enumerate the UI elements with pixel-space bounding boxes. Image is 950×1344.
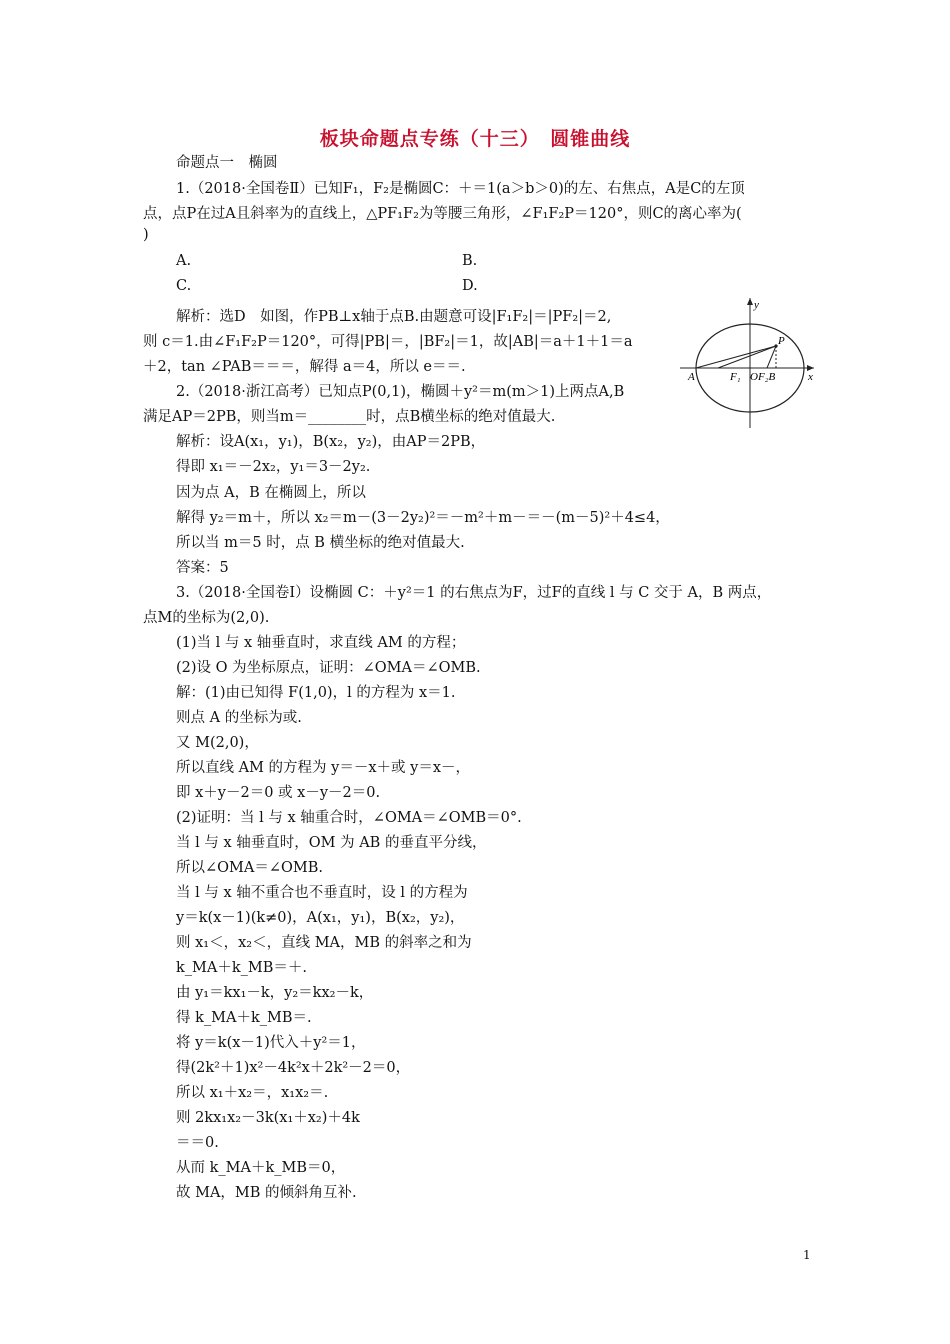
text-line: C. (176, 278, 192, 294)
text-line: y＝k(x－1)(k≠0)，A(x₁，y₁)，B(x₂，y₂)， (176, 910, 465, 926)
option-label: B. (462, 253, 478, 269)
text-line: 所以∠OMA＝∠OMB. (176, 860, 324, 876)
text-line: 则 c＝1.由∠F₁F₂P＝120°，可得|PB|＝，|BF₂|＝1，故|AB|＝a＋1＋1＝a (143, 334, 633, 350)
text-line: 所以 x₁＋x₂＝，x₁x₂＝. (176, 1085, 329, 1101)
text-line: 则 x₁＜，x₂＜，直线 MA，MB 的斜率之和为 (176, 935, 472, 951)
text-line: ＝＝0. (176, 1135, 219, 1151)
option-label: D. (462, 278, 478, 294)
text-line: 所以当 m＝5 时，点 B 横坐标的绝对值最大. (176, 535, 465, 551)
text-line: 3.（2018·全国卷Ⅰ）设椭圆 C：＋y²＝1 的右焦点为F，过F的直线 l 与 C 交于 A，B 两点， (176, 585, 772, 601)
text-line: 点，点P在过A且斜率为的直线上，△PF₁F₂为等腰三角形，∠F₁F₂P＝120°，则C的离心率为( (143, 206, 742, 222)
text-line: 1.（2018·全国卷Ⅱ）已知F₁，F₂是椭圆C：＋＝1(a＞b＞0)的左、右焦点，A是C的左顶 (176, 181, 745, 197)
text-line: 则点 A 的坐标为或. (176, 710, 302, 726)
text-line: (1)当 l 与 x 轴垂直时，求直线 AM 的方程； (176, 635, 466, 651)
text-line: 解析：选D 如图，作PB⊥x轴于点B.由题意可设|F₁F₂|＝|PF₂|＝2, (176, 309, 612, 325)
axis-label-y: y (754, 299, 759, 311)
text-line: (2)设 O 为坐标原点，证明：∠OMA＝∠OMB. (176, 660, 481, 676)
point-label-p: P (778, 335, 785, 347)
text-line: 从而 k_MA＋k_MB＝0， (176, 1160, 346, 1176)
point-label-of2b: OF₂B (750, 371, 776, 383)
text-line: 当 l 与 x 轴垂直时，OM 为 AB 的垂直平分线， (176, 835, 487, 851)
text-line: 解：(1)由已知得 F(1,0)，l 的方程为 x＝1. (176, 685, 456, 701)
text-line: A. (176, 253, 192, 269)
text-line: 则 2kx₁x₂－3k(x₁＋x₂)＋4k (176, 1110, 360, 1126)
text-line: ) (143, 227, 149, 243)
text-line: 满足AP＝2PB，则当m＝________时，点B横坐标的绝对值最大. (143, 409, 556, 425)
text-line: 因为点 A，B 在椭圆上，所以 (176, 485, 366, 501)
text-line: 得(2k²＋1)x²－4k²x＋2k²－2＝0， (176, 1060, 411, 1076)
text-line: 将 y＝k(x－1)代入＋y²＝1， (176, 1035, 366, 1051)
text-line: ＋2，tan ∠PAB＝＝＝，解得 a＝4，所以 e＝＝. (143, 359, 466, 375)
text-line: 即 x＋y－2＝0 或 x－y－2＝0. (176, 785, 381, 801)
text-line: 解析：设A(x₁，y₁)，B(x₂，y₂)，由AP＝2PB， (176, 434, 486, 450)
page-title: 板块命题点专练（十三） 圆锥曲线 (319, 128, 631, 150)
text-line: 当 l 与 x 轴不重合也不垂直时，设 l 的方程为 (176, 885, 468, 901)
section-heading: 命题点一 椭圆 (176, 155, 278, 171)
text-line: 得即 x₁＝－2x₂，y₁＝3－2y₂. (176, 459, 371, 475)
text-line: 答案：5 (176, 560, 229, 576)
ellipse-figure (680, 296, 820, 430)
point-label-a: A (688, 371, 695, 383)
text-line: 由 y₁＝kx₁－k，y₂＝kx₂－k， (176, 985, 374, 1001)
text-line: (2)证明：当 l 与 x 轴重合时，∠OMA＝∠OMB＝0°. (176, 810, 522, 826)
axis-label-x: x (808, 371, 813, 383)
text-line: 点M的坐标为(2,0). (143, 610, 270, 626)
text-line: 2.（2018·浙江高考）已知点P(0,1)，椭圆＋y²＝m(m＞1)上两点A,B (176, 384, 625, 400)
text-line: 解得 y₂＝m＋，所以 x₂＝m－(3－2y₂)²＝－m²＋m－＝－(m－5)²＋4≤4， (176, 510, 670, 526)
page-number: 1 (803, 1248, 811, 1262)
point-label-f1: F₁ (730, 371, 741, 383)
text-line: 所以直线 AM 的方程为 y＝－x＋或 y＝x－， (176, 760, 470, 776)
text-line: k_MA＋k_MB＝＋. (176, 960, 308, 976)
text-line: 得 k_MA＋k_MB＝. (176, 1010, 312, 1026)
text-line: 故 MA，MB 的倾斜角互补. (176, 1185, 357, 1201)
text-line: 又 M(2,0)， (176, 735, 259, 751)
